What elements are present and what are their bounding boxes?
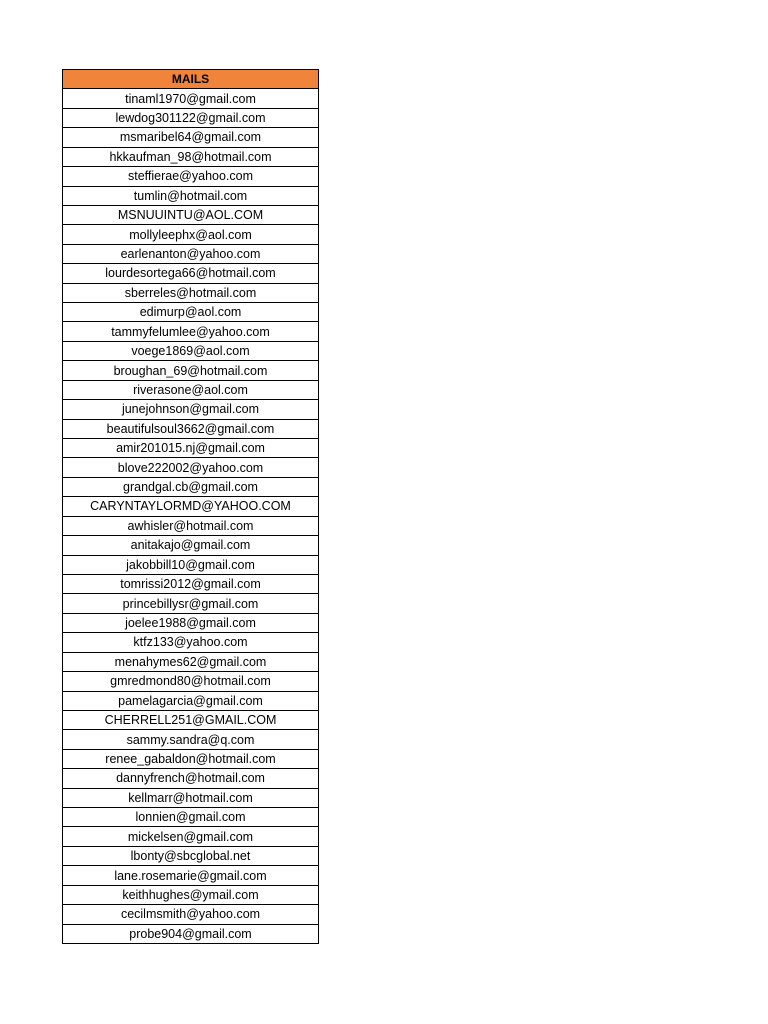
table-row xyxy=(63,827,319,846)
table-row xyxy=(63,205,319,224)
table-row xyxy=(63,905,319,924)
header-row xyxy=(63,70,319,89)
email-cell: CHERRELL251@GMAIL.COM xyxy=(63,710,319,729)
table-row xyxy=(63,652,319,671)
table-row xyxy=(63,691,319,710)
email-cell: junejohnson@gmail.com xyxy=(63,400,319,419)
table-row xyxy=(63,303,319,322)
email-cell: MSNUUINTU@AOL.COM xyxy=(63,205,319,224)
table-row xyxy=(63,672,319,691)
table-row xyxy=(63,322,319,341)
table-row xyxy=(63,555,319,574)
email-cell: mickelsen@gmail.com xyxy=(63,827,319,846)
mails-table xyxy=(62,69,319,944)
table-row xyxy=(63,885,319,904)
email-cell: broughan_69@hotmail.com xyxy=(63,361,319,380)
table-row xyxy=(63,497,319,516)
table-row xyxy=(63,769,319,788)
table-row xyxy=(63,808,319,827)
email-cell: edimurp@aol.com xyxy=(63,303,319,322)
email-cell: ktfz133@yahoo.com xyxy=(63,633,319,652)
table-row xyxy=(63,361,319,380)
email-cell: lourdesortega66@hotmail.com xyxy=(63,264,319,283)
table-row xyxy=(63,419,319,438)
email-cell: princebillysr@gmail.com xyxy=(63,594,319,613)
email-cell: lewdog301122@gmail.com xyxy=(63,108,319,127)
table-row xyxy=(63,730,319,749)
email-cell: keithhughes@ymail.com xyxy=(63,885,319,904)
email-cell: sberreles@hotmail.com xyxy=(63,283,319,302)
email-cell: menahymes62@gmail.com xyxy=(63,652,319,671)
email-cell: tammyfelumlee@yahoo.com xyxy=(63,322,319,341)
email-cell: steffierae@yahoo.com xyxy=(63,167,319,186)
table-row xyxy=(63,846,319,865)
email-cell: probe904@gmail.com xyxy=(63,924,319,943)
email-cell: joelee1988@gmail.com xyxy=(63,613,319,632)
table-row xyxy=(63,147,319,166)
email-cell: msmaribel64@gmail.com xyxy=(63,128,319,147)
email-cell: sammy.sandra@q.com xyxy=(63,730,319,749)
email-cell: tinaml1970@gmail.com xyxy=(63,89,319,108)
email-cell: mollyleephx@aol.com xyxy=(63,225,319,244)
email-cell: voege1869@aol.com xyxy=(63,341,319,360)
email-cell: lbonty@sbcglobal.net xyxy=(63,846,319,865)
email-cell: riverasone@aol.com xyxy=(63,380,319,399)
email-cell: dannyfrench@hotmail.com xyxy=(63,769,319,788)
email-cell: tumlin@hotmail.com xyxy=(63,186,319,205)
email-cell: kellmarr@hotmail.com xyxy=(63,788,319,807)
email-cell: grandgal.cb@gmail.com xyxy=(63,477,319,496)
email-cell: awhisler@hotmail.com xyxy=(63,516,319,535)
email-cell: lonnien@gmail.com xyxy=(63,808,319,827)
table-row xyxy=(63,516,319,535)
email-cell: hkkaufman_98@hotmail.com xyxy=(63,147,319,166)
mails-header-cell: MAILS xyxy=(63,70,319,89)
table-row xyxy=(63,477,319,496)
table-row xyxy=(63,749,319,768)
mail-rows xyxy=(63,89,319,944)
table-row xyxy=(63,186,319,205)
email-cell: gmredmond80@hotmail.com xyxy=(63,672,319,691)
table-row xyxy=(63,633,319,652)
email-cell: anitakajo@gmail.com xyxy=(63,536,319,555)
table-row xyxy=(63,439,319,458)
table-row xyxy=(63,594,319,613)
email-cell: earlenanton@yahoo.com xyxy=(63,244,319,263)
table-row xyxy=(63,574,319,593)
email-cell: CARYNTAYLORMD@YAHOO.COM xyxy=(63,497,319,516)
email-cell: beautifulsoul3662@gmail.com xyxy=(63,419,319,438)
table-row xyxy=(63,613,319,632)
table-row xyxy=(63,710,319,729)
table-row xyxy=(63,536,319,555)
table-row xyxy=(63,866,319,885)
table-row xyxy=(63,458,319,477)
table-row xyxy=(63,264,319,283)
table-row xyxy=(63,283,319,302)
table-row xyxy=(63,341,319,360)
table-row xyxy=(63,225,319,244)
email-cell: amir201015.nj@gmail.com xyxy=(63,439,319,458)
table-row xyxy=(63,244,319,263)
email-cell: lane.rosemarie@gmail.com xyxy=(63,866,319,885)
table-row xyxy=(63,167,319,186)
table-row xyxy=(63,89,319,108)
email-cell: cecilmsmith@yahoo.com xyxy=(63,905,319,924)
table-row xyxy=(63,924,319,943)
table-row xyxy=(63,128,319,147)
email-cell: tomrissi2012@gmail.com xyxy=(63,574,319,593)
table-row xyxy=(63,380,319,399)
email-cell: jakobbill10@gmail.com xyxy=(63,555,319,574)
table-row xyxy=(63,788,319,807)
table-row xyxy=(63,108,319,127)
email-cell: blove222002@yahoo.com xyxy=(63,458,319,477)
email-cell: renee_gabaldon@hotmail.com xyxy=(63,749,319,768)
table-row xyxy=(63,400,319,419)
email-cell: pamelagarcia@gmail.com xyxy=(63,691,319,710)
